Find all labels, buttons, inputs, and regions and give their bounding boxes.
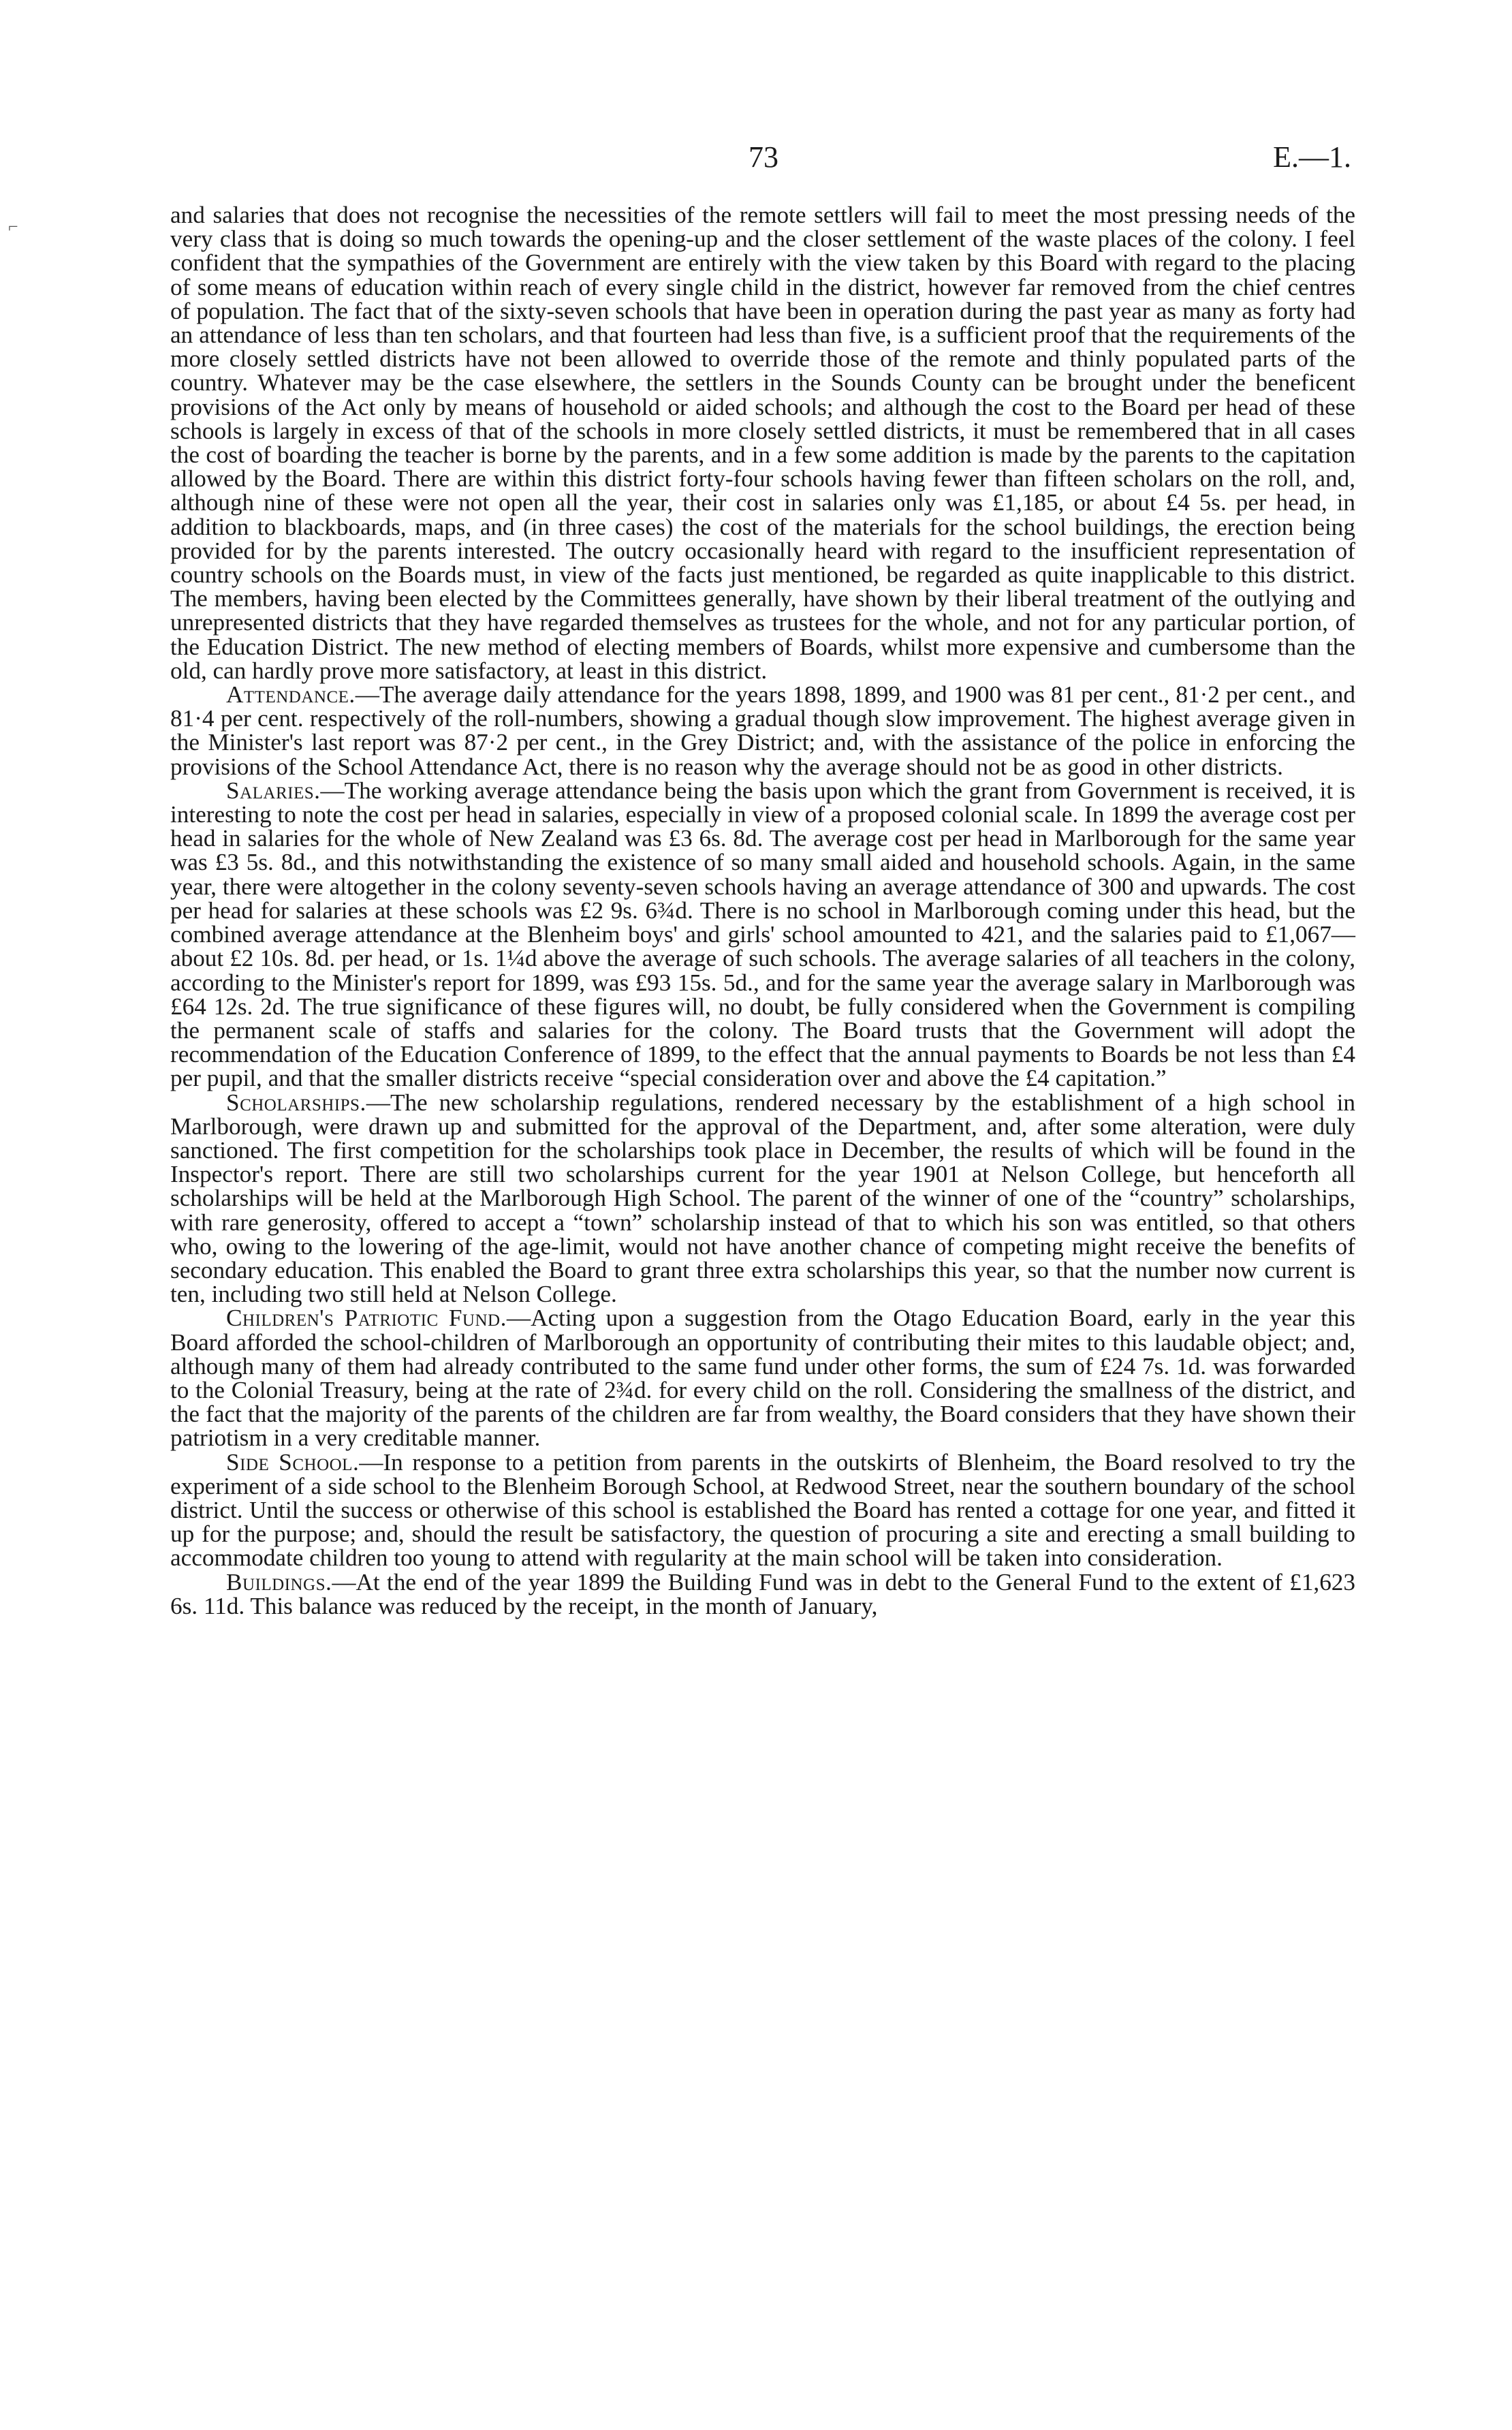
paragraph-side-school — [170, 1450, 1355, 1570]
paragraph-text: and salaries that does not recognise the necessities of the remote settlers will fail to meet the most pressing needs of the very class that is doing so much towards the opening-up and the closer settlement of the waste places of the colony. I feel confident that the sympathies of the Government are entirely with the view taken by this Board with regard to the placing of some means of education within reach of every single child in the district, however far removed from the chief centres of population. The fact that of the sixty-seven schools that have been in operation during the past year as many as forty had an attendance of less than ten scholars, and that fourteen had less than five, is a sufficient proof that the requirements of the more closely settled districts have not been allowed to override those of the remote and thinly populated parts of the country. Whatever may be the case elsewhere, the settlers in the Sounds County can be brought under the beneficent provisions of the Act only by means of household or aided schools; and although the cost to the Board per head of these schools is largely in excess of that of the schools in more closely settled districts, it must be remembered that in all cases the cost of boarding the teacher is borne by the parents, and in a few some addition is made by the parents to the capitation allowed by the Board. There are within this district forty-four schools having fewer than fifteen scholars on the roll, and, although nine of these were not open all the year, their cost in salaries only was £1,185, or about £4 5s. per head, in addition to blackboards, maps, and (in three cases) the cost of the materials for the school buildings, the erection being provided for by the parents interested. The outcry occasionally heard with regard to the insufficient representation of country schools on the Boards must, in view of the facts just mentioned, be regarded as quite inapplicable to this district. The members, having been elected by the Committees generally, have shown by their liberal treatment of the outlying and unrepresented districts that they have regarded themselves as trustees for the whole, and not for any particular portion, of the Education District. The new method of electing members of Boards, whilst more expensive and cumbersome than the old, can hardly prove more satisfactory, at least in this district. — [170, 202, 1355, 684]
paragraph-scholarships — [170, 1091, 1355, 1307]
document-reference: E.—1. — [1273, 140, 1351, 174]
paragraph-text: —The new scholarship regulations, rendered necessary by the establishment of a high school in Marlborough, were drawn up and submitted for the approval of the Department, and, after some alteration, were duly sanctioned. The first competition for the scholarships took place in December, the results of which will be found in the Inspector's report. There are still two scholarships current for the year 1901 at Nelson College, but henceforth all scholarships will be held at the Marlborough High School. The parent of the winner of one of the “country” scholarships, with rare generosity, offered to accept a “town” scholarship instead of that to which his son was entitled, so that others who, owing to the lowering of the age-limit, would not have another chance of competing might receive the benefits of secondary education. This enabled the Board to grant three extra scholarships this year, so that the number now current is ten, including two still held at Nelson College. — [170, 1089, 1355, 1308]
section-heading-attendance: Attendance. — [226, 681, 356, 708]
section-heading-side-school: Side School. — [226, 1448, 360, 1476]
margin-tick: ⌐ — [8, 217, 18, 236]
paragraph-patriotic-fund — [170, 1306, 1355, 1450]
paragraph-salaries — [170, 779, 1355, 1091]
paragraph-text: —In response to a petition from parents in the outskirts of Blenheim, the Board resolved to try the experiment of a side school to the Blenheim Borough School, at Redwood Street, near the southern boundary of the school district. Until the success or otherwise of this school is established the Board has rented a cottage for one year, and fitted it up for the purpose; and, should the result be satisfactory, the question of procuring a site and erecting a small building to accommodate children too young to attend with regularity at the main school will be taken into consideration. — [170, 1448, 1356, 1572]
section-heading-salaries: Salaries. — [226, 777, 321, 804]
paragraph-text: —Acting upon a suggestion from the Otago Education Board, early in the year this Board afforded the school-children of Marlborough an opportunity of contributing their mites to this laudable object; and, although many of them had already contributed to the same fund under other forms, the sum of £24 7s. 1d. was forwarded to the Colonial Treasury, being at the rate of 2¾d. for every child on the roll. Considering the smallness of the district, and the fact that the majority of the parents of the children are far from wealthy, the Board considers that they have shown their patriotism in a very creditable manner. — [170, 1305, 1355, 1452]
page-header — [176, 140, 1351, 181]
paragraph-continuation — [170, 203, 1355, 683]
section-heading-buildings: Buildings. — [226, 1568, 332, 1595]
section-heading-scholarships: Scholarships. — [226, 1089, 366, 1116]
section-heading-patriotic-fund: Children's Patriotic Fund. — [226, 1305, 507, 1332]
paragraph-text: —The working average attendance being the basis upon which the grant from Government is received, it is interesting to note the cost per head in salaries, especially in view of a proposed colonial scale. In 1899 the average cost per head in salaries for the whole of New Zealand was £3 6s. 8d. The average cost per head in Marlborough for the same year was £3 5s. 8d., and this notwithstanding the existence of so many small aided and household schools. Again, in the same year, there were altogether in the colony seventy-seven schools having an average attendance of 300 and upwards. The cost per head for salaries at these schools was £2 9s. 6¾d. There is no school in Marlborough coming under this head, but the combined average attendance at the Blenheim boys' and girls' school amounted to 421, and the salaries paid to £1,067—about £2 10s. 8d. per head, or 1s. 1¼d above the average of such schools. The average salaries of all teachers in the colony, according to the Minister's report for 1899, was £93 15s. 5d., and for the same year the average salary in Marlborough was £64 12s. 2d. The true significance of these figures will, no doubt, be fully considered when the Government is compiling the permanent scale of staffs and salaries for the colony. The Board trusts that the Government will adopt the recommendation of the Education Conference of 1899, to the effect that the annual payments to Boards be not less than £4 per pupil, and that the smaller districts receive “special consideration over and above the £4 capitation.” — [170, 777, 1355, 1092]
paragraph-buildings — [170, 1570, 1355, 1618]
paragraph-attendance — [170, 683, 1355, 779]
page-number: 73 — [749, 140, 778, 174]
paragraph-text: —The average daily attendance for the years 1898, 1899, and 1900 was 81 per cent., 81·2 per cent., and 81·4 per cent. respectively of the roll-numbers, showing a gradual though slow improvement. The highest average given in the Minister's last report was 87·2 per cent., in the Grey District; and, with the assistance of the police in enforcing the provisions of the School Attendance Act, there is no reason why the average should not be as good in other districts. — [170, 681, 1355, 780]
body-text — [170, 203, 1355, 1618]
paragraph-text: —At the end of the year 1899 the Building Fund was in debt to the General Fund to the extent of £1,623 6s. 11d. This balance was reduced by the receipt, in the month of January, — [170, 1568, 1355, 1619]
